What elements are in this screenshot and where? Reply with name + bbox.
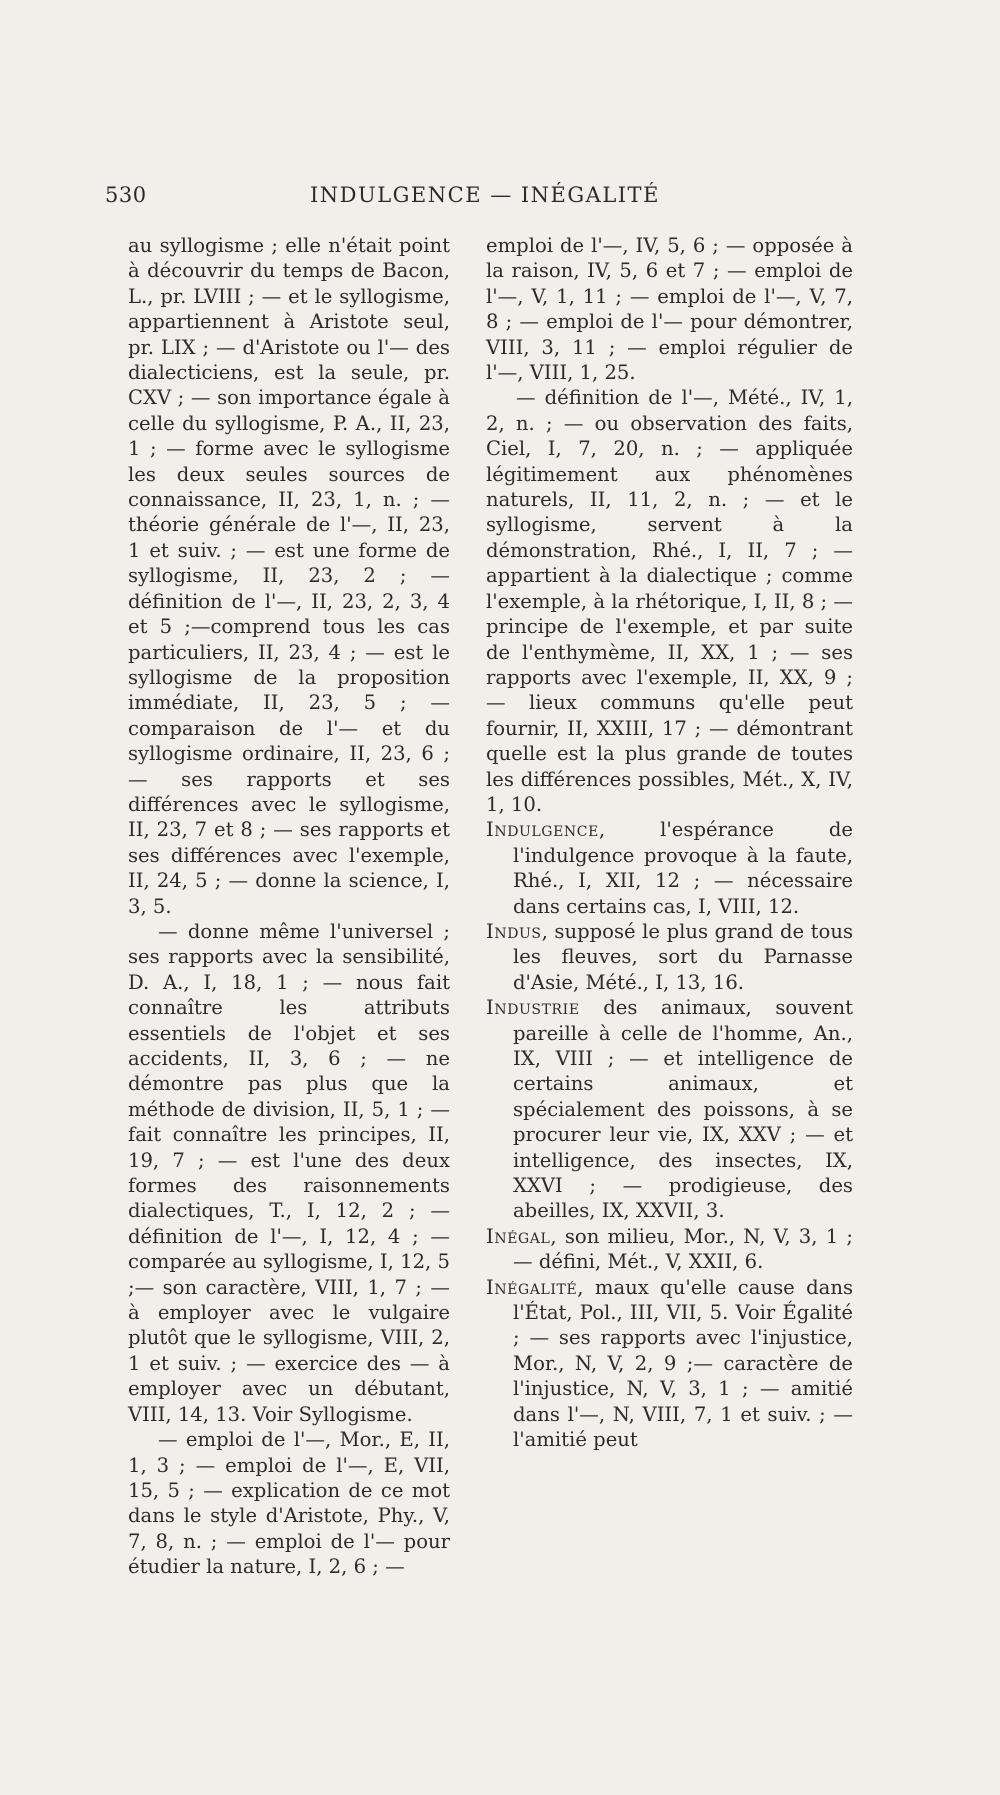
index-entry-industrie [486, 995, 853, 1224]
index-entry-inegalite [486, 1275, 853, 1453]
index-entry-indus [486, 919, 853, 995]
index-entry-indulgence [486, 817, 853, 919]
entry-body: , maux qu'elle cause dans l'État, Pol., III, VII, 5. Voir Égalité ; — ses rapports avec l'injustice, Mor., N, V, 2, 9 ;— caractère de l'injustice, N, V, 3, 1 ; — amitié dans l'—, N, VIII, 7, 1 et suiv. ; — l'amitié peut [513, 1275, 853, 1452]
induction-paragraph-1: au syllogisme ; elle n'était point à découvrir du temps de Bacon, L., pr. LVIII ; — et le syllogisme, appartiennent à Aristote seul, pr. LIX ; — d'Aristote ou l'— des dialecticiens, est la seule, pr. CXV ; — son importance égale à celle du syllogisme, P. A., II, 23, 1 ; — forme avec le syllogisme les deux seules sources de connaissance, II, 23, 1, n. ; — théorie générale de l'—, II, 23, 1 et suiv. ; — est une forme de syllogisme, II, 23, 2 ; — définition de l'—, II, 23, 2, 3, 4 et 5 ;—comprend tous les cas particuliers, II, 23, 4 ; — est le syllogisme de la proposition immédiate, II, 23, 5 ; — comparaison de l'— et du syllogisme ordinaire, II, 23, 6 ; — ses rapports et ses différences avec le syllogisme, II, 23, 7 et 8 ; — ses rapports et ses différences avec l'exemple, II, 24, 5 ; — donne la science, I, 3, 5. [128, 234, 450, 918]
induction-paragraph-4: emploi de l'—, IV, 5, 6 ; — opposée à la raison, IV, 5, 6 et 7 ; — emploi de l'—, V, 1, 11 ; — emploi de l'—, V, 7, 8 ; — emploi de l'— pour démontrer, VIII, 3, 11 ; — emploi régulier de l'—, VIII, 1, 25. [486, 234, 853, 385]
right-column [486, 233, 853, 1453]
entry-headword: Inégal [486, 1224, 551, 1248]
entry-body: , supposé le plus grand de tous les fleuves, sort du Parnasse d'Asie, Mété., I, 13, 16. [513, 919, 853, 994]
entry-body: , son milieu, Mor., N, V, 3, 1 ; — défini, Mét., V, XXII, 6. [513, 1224, 853, 1274]
induction-paragraph-3: — emploi de l'—, Mor., E, II, 1, 3 ; — emploi de l'—, E, VII, 15, 5 ; — explication de ce mot dans le style d'Aristote, Phy., V, 7, 8, n. ; — emploi de l'— pour étudier la nature, I, 2, 6 ; — [128, 1428, 450, 1579]
left-column [128, 233, 450, 1580]
entry-body: des animaux, souvent pareille à celle de l'homme, An., IX, VIII ; — et intelligence de certains animaux, et spécialement des poissons, à se procurer leur vie, IX, XXV ; — et intelligence, des insectes, IX, XXVI ; — prodigieuse, des abeilles, IX, XXVII, 3. [513, 996, 853, 1223]
page-number: 530 [105, 183, 147, 207]
index-entry-inegal [486, 1224, 853, 1275]
entry-headword: Industrie [486, 996, 580, 1020]
running-title: INDULGENCE — INÉGALITÉ [310, 183, 660, 207]
page-header [105, 183, 905, 213]
entry-headword: Inégalité [486, 1275, 578, 1299]
entry-headword: Indulgence [486, 818, 599, 842]
entry-body: , l'espérance de l'indulgence provoque à la faute, Rhé., I, XII, 12 ; — nécessaire dans certains cas, I, VIII, 12. [513, 818, 853, 918]
induction-paragraph-5: — définition de l'—, Mété., IV, 1, 2, n. ; — ou observation des faits, Ciel, I, 7, 20, n. ; — appliquée légitimement aux phénomènes naturels, II, 11, 2, n. ; — et le syllogisme, servent à la démonstration, Rhé., I, II, 7 ; — appartient à la dialectique ; comme l'exemple, à la rhétorique, I, II, 8 ; — principe de l'exemple, et par suite de l'enthymème, II, XX, 1 ; — ses rapports avec l'exemple, II, XX, 9 ; — lieux communs qu'elle peut fournir, II, XXIII, 17 ; — démontrant quelle est la plus grande de toutes les différences possibles, Mét., X, IV, 1, 10. [486, 386, 853, 816]
induction-paragraph-2: — donne même l'universel ; ses rapports avec la sensibilité, D. A., I, 18, 1 ; — nous fait connaître les attributs essentiels de l'objet et ses accidents, II, 3, 6 ; — ne démontre pas plus que la méthode de division, II, 5, 1 ; — fait connaître les principes, II, 19, 7 ; — est l'une des deux formes des raisonnements dialectiques, T., I, 12, 2 ; — définition de l'—, I, 12, 4 ; — comparée au syllogisme, I, 12, 5 ;— son caractère, VIII, 1, 7 ; — à employer avec le vulgaire plutôt que le syllogisme, VIII, 2, 1 et suiv. ; — exercice des — à employer avec un débutant, VIII, 14, 13. Voir Syllogisme. [128, 919, 450, 1426]
entry-headword: Indus [486, 919, 542, 943]
